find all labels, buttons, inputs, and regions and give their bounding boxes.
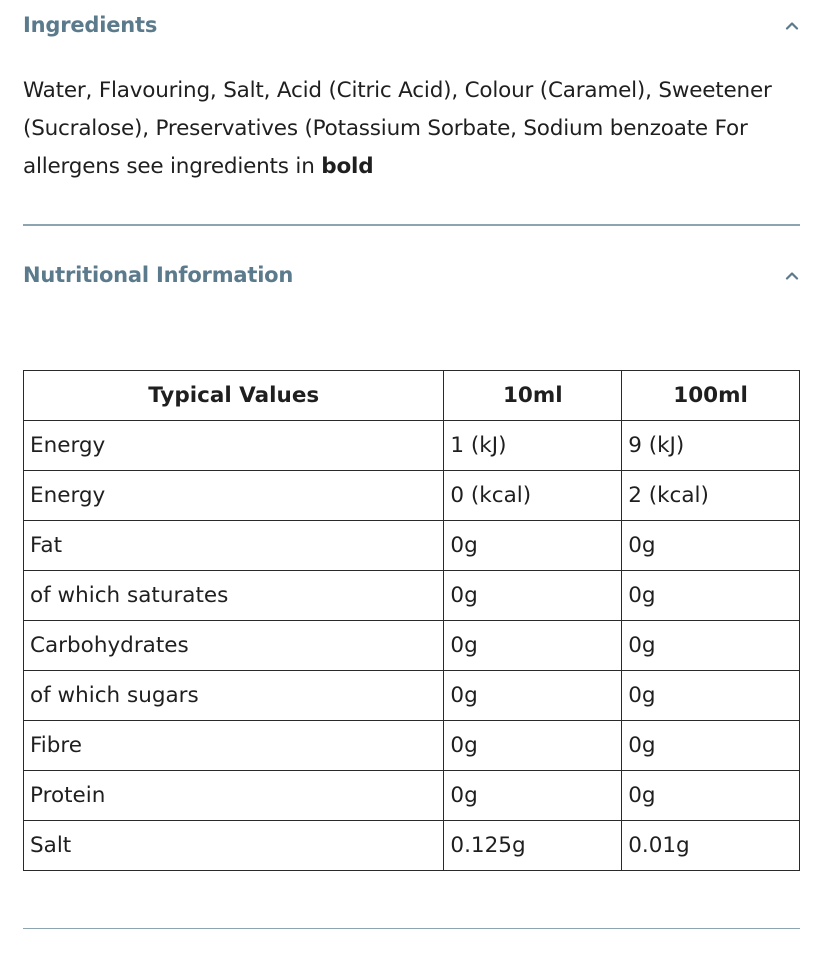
value-100ml: 0g [622, 521, 800, 571]
table-row [24, 821, 800, 871]
value-10ml: 0g [444, 521, 622, 571]
table-row [24, 471, 800, 521]
value-10ml: 0g [444, 621, 622, 671]
value-10ml: 0g [444, 571, 622, 621]
section-divider [23, 224, 800, 226]
value-100ml: 2 (kcal) [622, 471, 800, 521]
table-row [24, 771, 800, 821]
value-10ml: 1 (kJ) [444, 421, 622, 471]
value-10ml: 0g [444, 671, 622, 721]
ingredients-list: Water, Flavouring, Salt, Acid (Citric Acid), Colour (Caramel), Sweetener (Sucralose), Preservatives (Potassium Sorbate, Sodium benzoate For allergens see ingredients in [23, 78, 772, 179]
table-row [24, 671, 800, 721]
table-row [24, 721, 800, 771]
value-10ml: 0g [444, 721, 622, 771]
ingredients-title: Ingredients [23, 13, 158, 37]
nutrient-name: Fat [24, 521, 444, 571]
table-row [24, 571, 800, 621]
value-100ml: 0g [622, 721, 800, 771]
nutrient-name: Energy [24, 421, 444, 471]
value-100ml: 0g [622, 671, 800, 721]
table-row [24, 521, 800, 571]
nutrient-name: Energy [24, 471, 444, 521]
nutrition-table [23, 370, 800, 871]
nutrition-title: Nutritional Information [23, 263, 294, 287]
table-row [24, 621, 800, 671]
nutrient-name: of which saturates [24, 571, 444, 621]
header-100ml: 100ml [622, 371, 800, 421]
chevron-up-icon[interactable] [784, 17, 800, 33]
nutrient-name: Salt [24, 821, 444, 871]
chevron-up-icon[interactable] [784, 267, 800, 283]
table-header-row [24, 371, 800, 421]
nutrition-accordion-header[interactable] [23, 255, 800, 295]
value-10ml: 0.125g [444, 821, 622, 871]
ingredients-text [23, 72, 803, 186]
nutrient-name: Carbohydrates [24, 621, 444, 671]
ingredients-bold-word: bold [321, 154, 374, 179]
value-100ml: 0g [622, 621, 800, 671]
nutrient-name: Fibre [24, 721, 444, 771]
value-100ml: 0.01g [622, 821, 800, 871]
nutrient-name: Protein [24, 771, 444, 821]
value-100ml: 9 (kJ) [622, 421, 800, 471]
value-100ml: 0g [622, 571, 800, 621]
nutrient-name: of which sugars [24, 671, 444, 721]
header-typical-values: Typical Values [24, 371, 444, 421]
ingredients-accordion-header[interactable] [23, 5, 800, 45]
table-row [24, 421, 800, 471]
value-10ml: 0g [444, 771, 622, 821]
value-100ml: 0g [622, 771, 800, 821]
section-divider [23, 928, 800, 929]
header-10ml: 10ml [444, 371, 622, 421]
value-10ml: 0 (kcal) [444, 471, 622, 521]
